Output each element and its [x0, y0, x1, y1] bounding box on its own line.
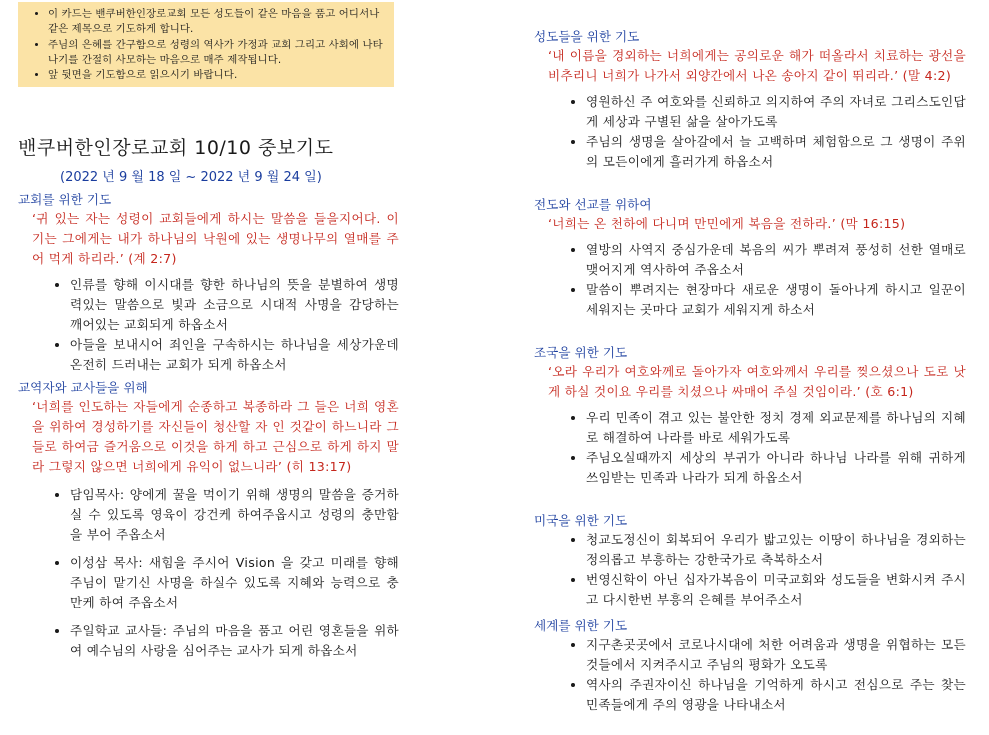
prayer-item: • 영원하신 주 여호와를 신뢰하고 의지하여 주의 자녀로 그리스도인답게 세상과 구별된 삶을 살아가도록 [586, 92, 966, 132]
section-heading: 교역자와 교사들을 위해 [18, 380, 148, 395]
section-usa [534, 511, 966, 610]
date-range: (2022 년 9 월 18 일 ~ 2022 년 9 월 24 일) [60, 170, 322, 185]
prayer-item: • 주님오실때까지 세상의 부귀가 아니라 하나님 나라를 위해 귀하게 쓰임받는 민족과 나라가 되게 하옵소서 [586, 448, 966, 488]
scripture-verse: ‘너희를 인도하는 자들에게 순종하고 복종하라 그 들은 너희 영혼을 위하여 경성하기를 자신들이 청산할 자 인 것같이 하느니라 그들로 하여금 즐거움으로 이것을 하게 하고 근심으로 하게 하지 말라 그렇지 않으면 너희에게 유익이 없느니라’ (히 13:17) [32, 399, 399, 474]
prayer-item: • 주일학교 교사들: 주님의 마음을 품고 어린 영혼들을 위하여 예수님의 사랑을 심어주는 교사가 되게 하옵소서 [70, 621, 399, 661]
section-heading: 세계를 위한 기도 [534, 618, 628, 633]
notice-list [26, 7, 386, 83]
prayer-list [18, 275, 399, 375]
section-members [534, 27, 966, 172]
prayer-item: • 열방의 사역지 중심가운데 복음의 씨가 뿌려져 풍성히 선한 열매로 맺어지게 역사하여 주옵소서 [586, 240, 966, 280]
prayer-item: • 주님의 생명을 살아갈에서 늘 고백하며 체험함으로 그 생명이 주위의 모든이에게 흘러가게 하옵소서 [586, 132, 966, 172]
section-heading: 조국을 위한 기도 [534, 345, 628, 360]
prayer-item: • 우리 민족이 겪고 있는 불안한 정치 경제 외교문제를 하나님의 지혜로 해결하여 나라를 바로 세워가도록 [586, 408, 966, 448]
notice-item: • 주님의 은혜를 간구함으로 성령의 역사가 가정과 교회 그리고 사회에 나타나기를 간절히 사모하는 마음으로 매주 제작됩니다. [48, 38, 386, 69]
prayer-item: • 번영신학이 아닌 십자가복음이 미국교회와 성도들을 변화시켜 주시고 다시한번 부흥의 은혜를 부어주소서 [586, 570, 966, 610]
section-heading: 교회를 위한 기도 [18, 192, 112, 207]
section-heading: 미국을 위한 기도 [534, 513, 628, 528]
prayer-item: • 담임목사: 양에게 꿀을 먹이기 위해 생명의 말씀을 증거하실 수 있도록 영육이 강건케 하여주옵시고 성령의 충만함을 부어 주옵소서 [70, 485, 399, 545]
prayer-list [534, 635, 966, 715]
section-world [534, 616, 966, 715]
prayer-item: • 청교도정신이 회복되어 우리가 밟고있는 이땅이 하나님을 경외하는 정의롭고 부흥하는 강한국가로 축복하소서 [586, 530, 966, 570]
section-homeland [534, 343, 966, 488]
prayer-list [534, 408, 966, 488]
prayer-item: • 역사의 주권자이신 하나님을 기억하게 하시고 전심으로 주는 찾는 민족들에게 주의 영광을 나타내소서 [586, 675, 966, 715]
prayer-list [534, 530, 966, 610]
prayer-list [534, 92, 966, 172]
notice-item: • 앞 뒷면을 기도함으로 읽으시기 바랍니다. [48, 68, 386, 83]
notice-item: • 이 카드는 밴쿠버한인장로교회 모든 성도들이 같은 마음을 품고 어디서나 같은 제목으로 기도하게 합니다. [48, 7, 386, 38]
scripture-verse: ‘귀 있는 자는 성령이 교회들에게 하시는 말씀을 들을지어다. 이기는 그에게는 내가 하나님의 낙원에 있는 생명나무의 열매를 주어 먹게 하리라.’ (계 2:7) [32, 211, 399, 266]
section-heading: 전도와 선교를 위하여 [534, 197, 652, 212]
prayer-list [534, 240, 966, 320]
page-title: 밴쿠버한인장로교회 10/10 중보기도 [18, 137, 334, 159]
prayer-item: • 말씀이 뿌려지는 현장마다 새로운 생명이 돌아나게 하시고 일꾼이 세워지는 곳마다 교회가 세워지게 하소서 [586, 280, 966, 320]
prayer-item: • 지구촌곳곳에서 코로나시대에 처한 어려움과 생명을 위협하는 모든것들에서 지켜주시고 주님의 평화가 오도록 [586, 635, 966, 675]
prayer-item: • 인류를 향해 이시대를 향한 하나님의 뜻을 분별하여 생명력있는 말씀으로 빛과 소금으로 시대적 사명을 감당하는 깨어있는 교회되게 하옵소서 [70, 275, 399, 335]
section-heading: 성도들을 위한 기도 [534, 29, 640, 44]
prayer-item: • 이성삼 목사: 새힘을 주시어 Vision 을 갖고 미래를 향해 주님이 맡기신 사명을 하실수 있도록 지혜와 능력으로 충만케 하여 주옵소서 [70, 553, 399, 613]
prayer-item: • 아들을 보내시어 죄인을 구속하시는 하나님을 세상가운데 온전히 드러내는 교회가 되게 하옵소서 [70, 335, 399, 375]
scripture-verse: ‘내 이름을 경외하는 너희에게는 공의로운 해가 떠올라서 치료하는 광선을 비추리니 너희가 나가서 외양간에서 나온 송아지 같이 뛰리라.’ (말 4:2) [548, 48, 966, 83]
scripture-verse: ‘너희는 온 천하에 다니며 만민에게 복음을 전하라.’ (막 16:15) [548, 216, 906, 231]
scripture-verse: ‘오라 우리가 여호와께로 돌아가자 여호와께서 우리를 찢으셨으나 도로 낫게 하실 것이요 우리를 치셨으나 싸매어 주실 것임이라.’ (호 6:1) [548, 364, 966, 399]
section-missions [534, 195, 966, 320]
section-church [18, 190, 399, 375]
section-ministers [18, 378, 399, 669]
notice-box [18, 2, 394, 87]
prayer-list [18, 485, 399, 661]
